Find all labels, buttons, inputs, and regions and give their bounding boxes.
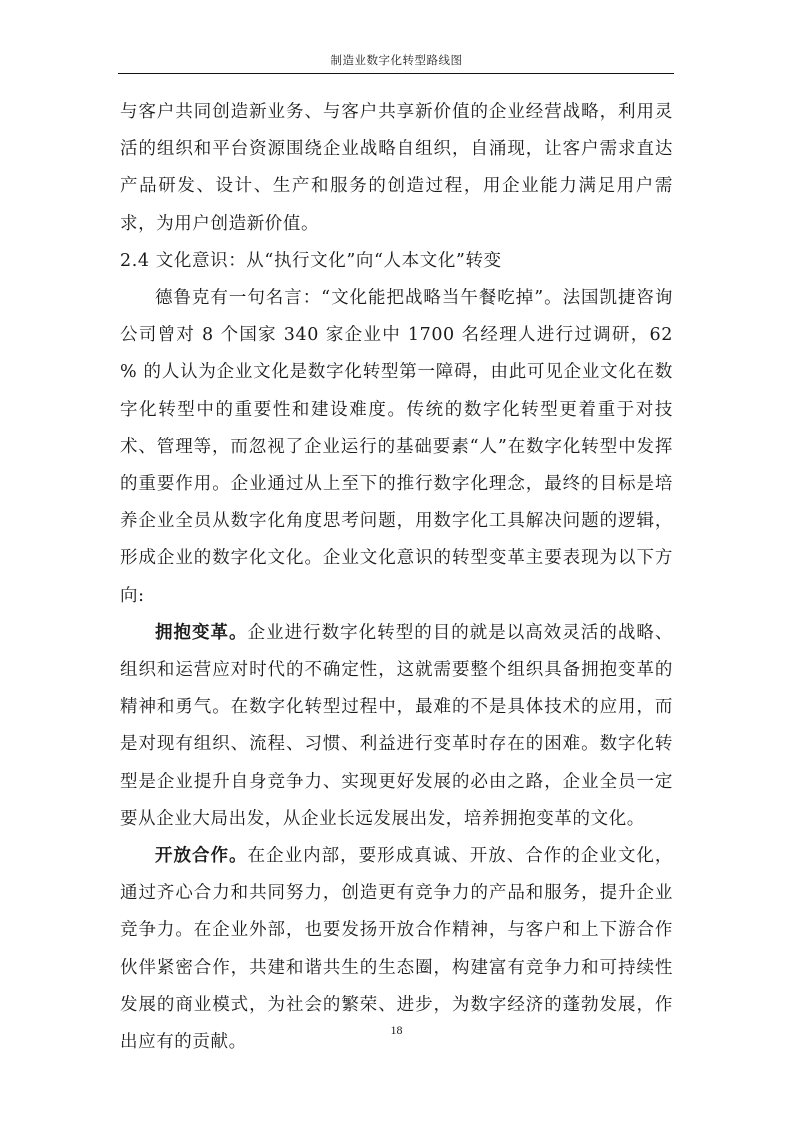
point-lead: 开放合作。: [155, 846, 248, 867]
intro-paragraph: 德鲁克有一句名言：“文化能把战略当午餐吃掉”。法国凯捷咨询公司曾对 8 个国家 340 家企业中 1700 名经理人进行过调研，62 % 的人认为企业文化是数字化转型第一障碍，由此可见企业文化在数字化转型中的重要性和建设难度。传统的数字化转型更着重于对技术、管理等，而忽视了企业运行的基础要素“人”在数字化转型中发挥的重要作用。企业通过从上至下的推行数字化理念，最终的目标是培养企业全员从数字化角度思考问题，用数字化工具解决问题的逻辑，形成企业的数字化文化。企业文化意识的转型变革主要表现为以下方向:: [120, 288, 673, 606]
section-heading: 2.4 文化意识：从“执行文化”向“人本文化”转变: [120, 250, 502, 271]
header-divider: [118, 73, 674, 74]
point-text: 企业进行数字化转型的目的就是以高效灵活的战略、组织和运营应对时代的不确定性，这就需要整个组织具备拥抱变革的精神和勇气。在数字化转型过程中，最难的不是具体技术的应用，而是对现有组织、流程、习惯、利益进行变革时存在的困难。数字化转型是企业提升自身竞争力、实现更好发展的必由之路，企业全员一定要从企业大局出发，从企业长远发展出发，培养拥抱变革的文化。: [120, 622, 673, 829]
continuation-paragraph: 与客户共同创造新业务、与客户共享新价值的企业经营战略，利用灵活的组织和平台资源围绕企业战略自组织，自涌现，让客户需求直达产品研发、设计、生产和服务的创造过程，用企业能力满足用户需求，为用户创造新价值。: [120, 102, 673, 234]
point-text: 在企业内部，要形成真诚、开放、合作的企业文化，通过齐心合力和共同努力，创造更有竞争力的产品和服务，提升企业竞争力。在企业外部，也要发扬开放合作精神，与客户和上下游合作伙伴紧密合作，共建和谐共生的生态圈，构建富有竞争力和可持续性发展的商业模式，为社会的繁荣、进步，为数字经济的蓬勃发展，作出应有的贡献。: [120, 846, 673, 1053]
page-body: [120, 94, 673, 1061]
page-number: 18: [390, 1023, 403, 1037]
running-header-title: 制造业数字化转型路线图: [330, 53, 463, 67]
point-lead: 拥抱变革。: [155, 622, 248, 643]
point-paragraph-embrace-change: [120, 615, 673, 838]
